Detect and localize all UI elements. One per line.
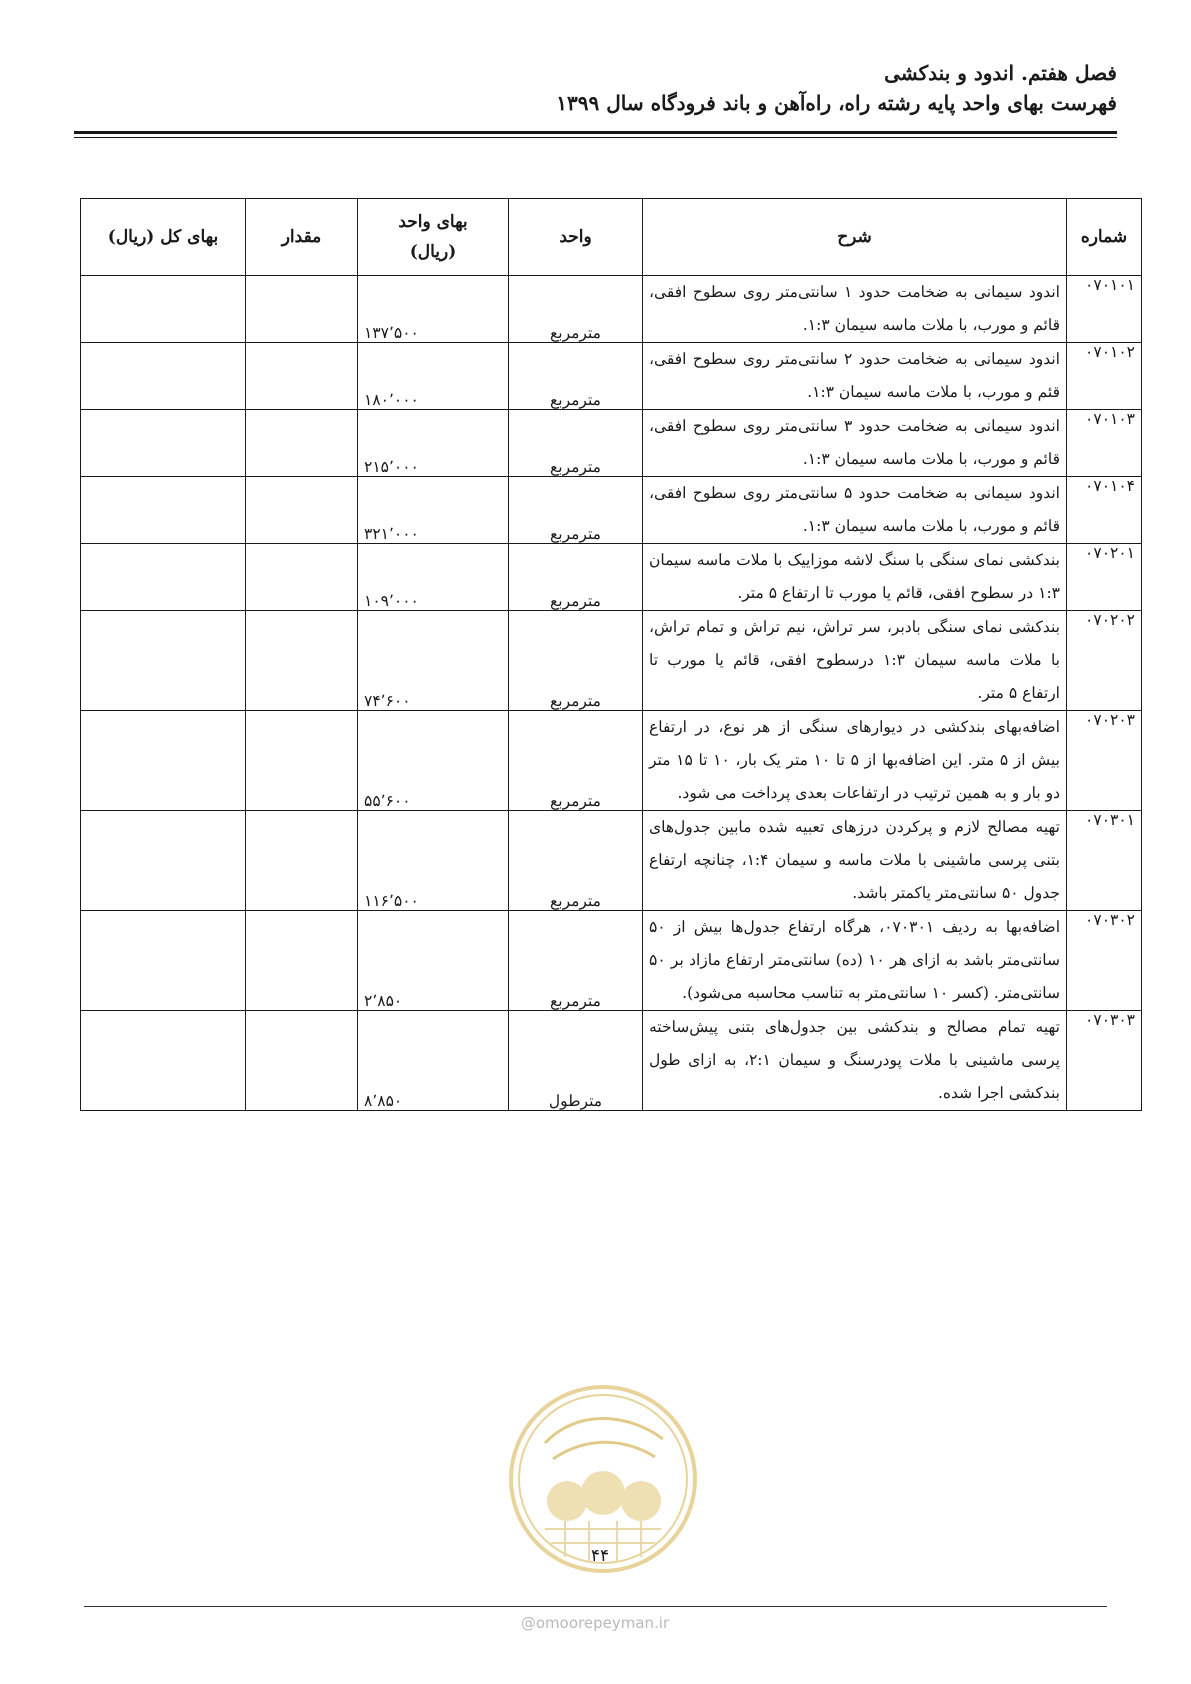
item-unit: مترمربع [509,410,643,477]
header-number: شماره [1067,199,1142,276]
table-header-row [81,199,1142,276]
item-description: تهیه تمام مصالح و بندکشی بین جدول‌های بتنی پیش‌ساخته پرسی ماشینی با ملات پودرسنگ و سیمان ۲:۱، به ازای طول بندکشی اجرا شده. [643,1011,1067,1111]
chapter-title: فصل هفتم. اندود و بندکشی [884,61,1117,85]
item-quantity [246,911,358,1011]
item-unit: مترمربع [509,343,643,410]
table-row [81,611,1142,711]
item-total [81,343,246,410]
item-number: ۰۷۰۱۰۳ [1067,410,1142,477]
table-row [81,811,1142,911]
item-description: بندکشی نمای سنگی بادبر، سر تراش، نیم تراش و تمام تراش، با ملات ماسه سیمان ۱:۳ درسطوح افقی، قائم یا مورب تا ارتفاع ۵ متر. [643,611,1067,711]
header-unit-price [358,199,509,276]
header-rule-thick [74,131,1117,134]
item-total [81,477,246,544]
item-unit-price: ۱۳۷٬۵۰۰ [358,276,509,343]
footer-watermark-url: @omoorepeyman.ir [520,1614,670,1632]
table-row [81,544,1142,611]
header-description: شرح [643,199,1067,276]
footer-rule [84,1606,1107,1607]
item-description: اندود سیمانی به ضخامت حدود ۱ سانتی‌متر روی سطوح افقی، قائم و مورب، با ملات ماسه سیمان ۱:۳. [643,276,1067,343]
item-quantity [246,477,358,544]
item-total [81,611,246,711]
item-number: ۰۷۰۳۰۲ [1067,911,1142,1011]
item-number: ۰۷۰۱۰۴ [1067,477,1142,544]
item-unit: مترمربع [509,477,643,544]
document-subtitle: فهرست بهای واحد پایه رشته راه، راه‌آهن و باند فرودگاه سال ۱۳۹۹ [556,91,1117,115]
item-number: ۰۷۰۳۰۱ [1067,811,1142,911]
item-unit: مترطول [509,1011,643,1111]
item-unit: مترمربع [509,611,643,711]
table-row [81,711,1142,811]
item-number: ۰۷۰۲۰۲ [1067,611,1142,711]
item-unit-price: ۸٬۸۵۰ [358,1011,509,1111]
item-unit-price: ۳۲۱٬۰۰۰ [358,477,509,544]
item-unit: مترمربع [509,811,643,911]
table-row [81,276,1142,343]
item-quantity [246,544,358,611]
item-description: اضافه‌بها به ردیف ۰۷۰۳۰۱، هرگاه ارتفاع جدول‌ها بیش از ۵۰ سانتی‌متر باشد به ازای هر ۱۰ (ده) سانتی‌متر ارتفاع مازاد بر ۵۰ سانتی‌متر. (کسر ۱۰ سانتی‌متر به تناسب محاسبه می‌شود). [643,911,1067,1011]
item-unit-price: ۱۰۹٬۰۰۰ [358,544,509,611]
header-unit-price-currency: (ریال) [409,242,457,262]
item-description: تهیه مصالح لازم و پرکردن درزهای تعبیه شده مابین جدول‌های بتنی پرسی ماشینی با ملات ماسه و سیمان ۱:۴، چنانچه ارتفاع جدول ۵۰ سانتی‌متر یاکمتر باشد. [643,811,1067,911]
table-row [81,477,1142,544]
item-unit-price: ۲۱۵٬۰۰۰ [358,410,509,477]
item-quantity [246,410,358,477]
item-number: ۰۷۰۱۰۲ [1067,343,1142,410]
table-row [81,911,1142,1011]
item-unit-price: ۱۱۶٬۵۰۰ [358,811,509,911]
item-number: ۰۷۰۲۰۱ [1067,544,1142,611]
item-unit-price: ۵۵٬۶۰۰ [358,711,509,811]
item-unit: مترمربع [509,276,643,343]
price-list-table [80,198,1142,1111]
item-total [81,410,246,477]
page-header [74,58,1117,118]
page-number: ۴۴ [590,1546,610,1566]
header-unit-price-label: بهای واحد [398,212,468,232]
item-total [81,544,246,611]
item-quantity [246,1011,358,1111]
item-number: ۰۷۰۳۰۳ [1067,1011,1142,1111]
item-unit-price: ۲٬۸۵۰ [358,911,509,1011]
table-row [81,1011,1142,1111]
item-quantity [246,811,358,911]
item-quantity [246,711,358,811]
header-total-price: بهای کل (ریال) [81,199,246,276]
item-description: اندود سیمانی به ضخامت حدود ۳ سانتی‌متر روی سطوح افقی، قائم و مورب، با ملات ماسه سیمان ۱:۳. [643,410,1067,477]
item-quantity [246,276,358,343]
item-number: ۰۷۰۱۰۱ [1067,276,1142,343]
item-total [81,711,246,811]
item-number: ۰۷۰۲۰۳ [1067,711,1142,811]
item-unit: مترمربع [509,911,643,1011]
item-total [81,811,246,911]
header-unit: واحد [509,199,643,276]
table-row [81,343,1142,410]
item-quantity [246,611,358,711]
item-description: بندکشی نمای سنگی با سنگ لاشه موزاییک با ملات ماسه سیمان ۱:۳ در سطوح افقی، قائم یا مورب تا ارتفاع ۵ متر. [643,544,1067,611]
item-quantity [246,343,358,410]
item-unit-price: ۱۸۰٬۰۰۰ [358,343,509,410]
item-description: اندود سیمانی به ضخامت حدود ۵ سانتی‌متر روی سطوح افقی، قائم و مورب، با ملات ماسه سیمان ۱:۳. [643,477,1067,544]
item-unit-price: ۷۴٬۶۰۰ [358,611,509,711]
item-unit: مترمربع [509,544,643,611]
item-unit: مترمربع [509,711,643,811]
item-description: اضافه‌بهای بندکشی در دیوارهای سنگی از هر نوع، در ارتفاع بیش از ۵ متر. این اضافه‌بها از ۵ تا ۱۰ متر یک بار، ۱۰ تا ۱۵ متر دو بار و به همین ترتیب در ارتفاعات بعدی پرداخت می شود. [643,711,1067,811]
header-quantity: مقدار [246,199,358,276]
item-total [81,1011,246,1111]
item-description: اندود سیمانی به ضخامت حدود ۲ سانتی‌متر روی سطوح افقی، قئم و مورب، با ملات ماسه سیمان ۱:۳. [643,343,1067,410]
item-total [81,911,246,1011]
table-row [81,410,1142,477]
header-rule-thin [74,137,1117,138]
item-total [81,276,246,343]
